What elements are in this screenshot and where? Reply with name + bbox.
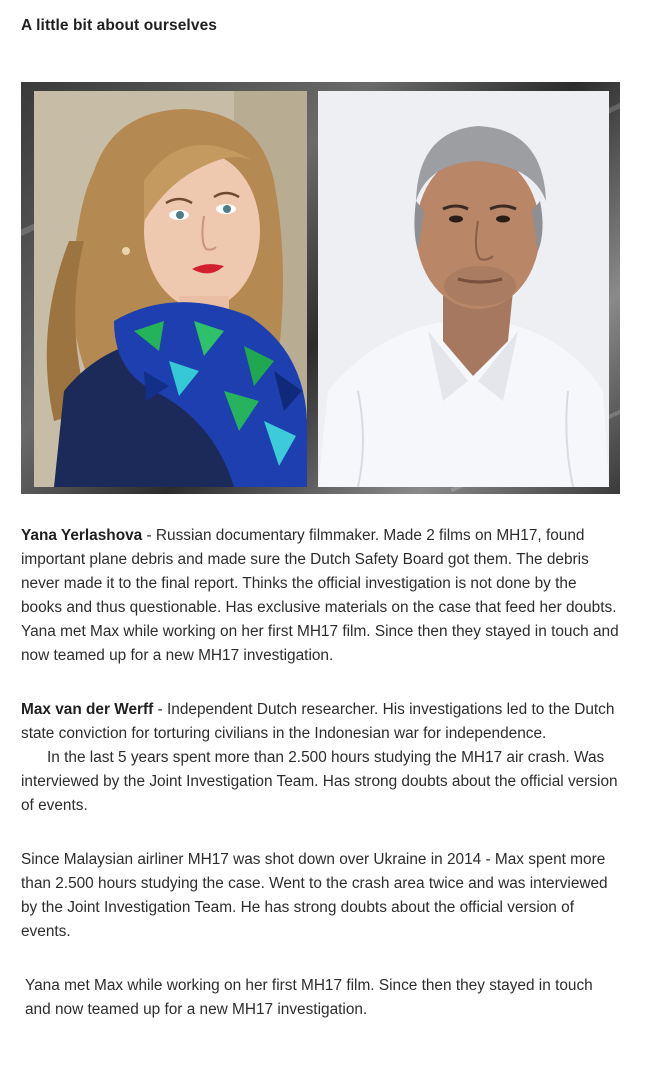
portrait-max	[318, 91, 609, 487]
bio-name-yana: Yana Yerlashova	[21, 527, 143, 544]
paragraph-mh17-summary: Since Malaysian airliner MH17 was shot down over Ukraine in 2014 - Max spent more than 2.500 hours studying the case. Went to the crash area twice and was interviewed by the Joint Investigation Team. He has strong doubts about the official version of events.	[21, 851, 608, 940]
section-heading: A little bit about ourselves	[21, 17, 218, 34]
portrait-max-illustration	[318, 91, 609, 487]
bio-text-yana: Russian documentary filmmaker. Made 2 films on MH17, found important plane debris and made sure the Dutch Safety Board got them. The debris never made it to the final report. Thinks the official investigation is not done by the books and thus questionable. Has exclusive materials on the case that feed her doubts. Yana met Max while working on her first MH17 film. Since then they stayed in touch and now teamed up for a new MH17 investigation.	[21, 527, 619, 664]
portrait-yana-illustration	[34, 91, 307, 487]
team-photo	[21, 82, 620, 494]
bio-text-max-indented: In the last 5 years spent more than 2.500 hours studying the MH17 air crash. Was interviewed by the Joint Investigation Team. Has strong doubts about the official version of events.	[21, 749, 618, 814]
bio-name-max: Max van der Werff	[21, 701, 154, 718]
bio-text-max: Independent Dutch researcher. His investigations led to the Dutch state conviction for torturing civilians in the Indonesian war for independence.	[21, 701, 615, 742]
bio-max: Max van der Werff - Independent Dutch researcher. His investigations led to the Dutch state conviction for torturing civilians in the Indonesian war for independence. In the last 5 years spent more than 2.500 hours studying the MH17 air crash. Was interviewed by the Joint Investigation Team. Has strong doubts about the official version of events.	[21, 698, 621, 818]
paragraph-teamup: Yana met Max while working on her first MH17 film. Since then they stayed in touch and now teamed up for a new MH17 investigation.	[25, 977, 593, 1018]
bio-text	[21, 524, 621, 1052]
portrait-yana	[34, 91, 307, 487]
bio-yana: Yana Yerlashova - Russian documentary filmmaker. Made 2 films on MH17, found important plane debris and made sure the Dutch Safety Board got them. The debris never made it to the final report. Thinks the official investigation is not done by the books and thus questionable. Has exclusive materials on the case that feed her doubts. Yana met Max while working on her first MH17 film. Since then they stayed in touch and now teamed up for a new MH17 investigation.	[21, 527, 619, 664]
